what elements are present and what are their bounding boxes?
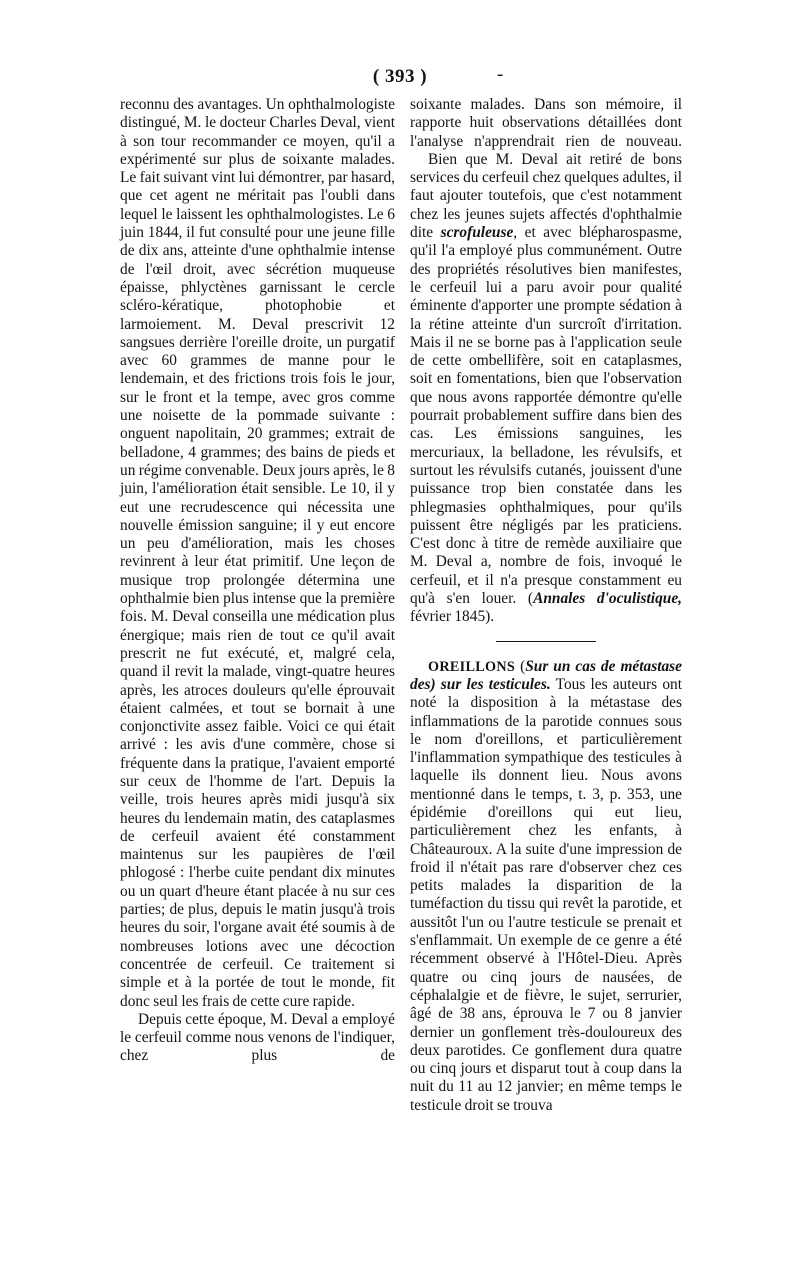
article-heading-paren: ( xyxy=(515,657,526,675)
right-paragraph-2 xyxy=(410,151,682,627)
article-heading: OREILLONS xyxy=(428,658,516,675)
oreillons-article xyxy=(410,658,682,1115)
page-header xyxy=(0,66,800,88)
page-number: ( 393 ) xyxy=(372,66,428,87)
header-dash: - xyxy=(497,64,504,85)
right-paragraph-1: soixante malades. Dans son mémoire, il rapporte huit observations détaillées dont l'analyse n'apprendrait rien de nouveau. xyxy=(410,96,682,150)
left-paragraph-1: reconnu des avantages. Un ophthalmologiste distingué, M. le docteur Charles Deval, vient à son tour recommander ce moyen, qu'il a expérimenté sur plus de soixante malades. Le fait suivant vint lui démontrer, par hasard, que cet agent ne méritait pas l'oubli dans lequel le laissent les ophthalmologistes. Le 6 juin 1844, il fut consulté pour une jeune fille de dix ans, atteinte d'une ophthalmie intense de l'œil droit, avec sécrétion muqueuse épaisse, phlyctènes garnissant le cercle scléro-kératique, photophobie et larmoiement. M. Deval prescrivit 12 sangsues derrière l'oreille droite, un purgatif avec 60 grammes de manne pour le lendemain, et des frictions trois fois le jour, sur le front et la tempe, avec gros comme une noisette de la pommade suivante : onguent napolitain, 20 grammes; extrait de belladone, 4 grammes; des bains de pieds et un régime convenable. Deux jours après, le 8 juin, l'amélioration était sensible. Le 10, il y eut une recrudescence qui nécessita une nouvelle émission sanguine; il y eut encore un peu d'amélioration, mais les choses revinrent à leur état primitif. Une leçon de musique trop prolongée détermina une ophthalmie bien plus intense que la première fois. M. Deval conseilla une médication plus énergique; mais rien de tout ce qu'il avait prescrit ne fut exécuté, et, malgré cela, quand il revit la malade, vingt-quatre heures après, les atroces douleurs qu'elle éprouvait étaient calmées, et tout se bornait à une conjonctivite assez faible. Voici ce qui était arrivé : les avis d'une commère, chose si fréquente dans la pratique, l'avaient emporté sur ceux de l'homme de l'art. Depuis la veille, trois heures après midi jusqu'à six heures du lendemain matin, des cataplasmes de cerfeuil avaient été constamment maintenus sur les paupières de l'œil phlogosé : l'herbe cuite pendant dix minutes ou un quart d'heure étant placée à nu sur ces parties; de plus, depuis le matin jusqu'à trois heures du soir, l'organe avait été soumis à de nombreuses lotions avec une décoction concentrée de cerfeuil. Ce traitement si simple et à la portée de tout le monde, fit donc seul les frais de cette cure rapide. xyxy=(120,96,395,1010)
right-paragraph-2-text: Bien que M. Deval ait retiré de bons services du cerfeuil chez quelques adultes, il faut ajouter toutefois, que c'est notamment chez les jeunes sujets affectés d'ophthalmie dite xyxy=(410,150,682,242)
source-citation: Annales d'oculistique, xyxy=(533,590,682,608)
scrofuleuse-term: scrofuleuse xyxy=(440,224,514,242)
article-body: Tous les auteurs ont noté la disposition à la métastase des inflammations de la parotide connues sous le nom d'oreillons, et particulièrement l'inflammation sympathique des testicules à laquelle ils donnent lieu. Nous avons mentionné dans le temps, t. 3, p. 353, une épidémie d'oreillons qui eut lieu, particulièrement chez les enfants, à Châteauroux. A la suite d'une impression de froid il n'était pas rare d'observer chez ces petits malades la disparition de la tuméfaction du tissu qui revêt la parotide, et aussitôt l'un ou l'autre testicule se prenait et s'enflammait. Un exemple de ce genre a été récemment observé à l'Hôtel-Dieu. Après quatre ou cinq jours de nausées, de céphalalgie et de fièvre, le sujet, serrurier, âgé de 38 ans, éprouva le 7 ou 8 janvier dernier un gonflement très-douloureux des deux parotides. Ce gonflement dura quatre ou cinq jours et disparut tout à coup dans la nuit du 11 au 12 janvier; en même temps le testicule droit se trouva xyxy=(410,675,682,1114)
left-paragraph-2: Depuis cette époque, M. Deval a employé le cerfeuil comme nous venons de l'indiquer, chez plus de xyxy=(120,1010,395,1065)
article-subtitle: Sur un cas de métastase des) sur les testicules. xyxy=(410,657,682,693)
section-separator xyxy=(496,641,596,642)
right-paragraph-2-end: février 1845). xyxy=(410,608,495,626)
right-paragraph-2-rest: , et avec blépharospasme, qu'il l'a employé plus communément. Outre des propriétés résolutives bien manifestes, le cerfeuil lui a paru avoir pour qualité éminente d'apporter une prompte sédation à la rétine atteinte d'un surcroît d'irritation. Mais il ne se borne pas à l'application seule de cette ombellifère, soit en cataplasmes, soit en fomentations, bien que l'observation que nous avons rapportée démontre qu'elle pourrait probablement suffire dans bien des cas. Les émissions sanguines, les mercuriaux, la belladone, les révulsifs, et surtout les révulsifs cutanés, jouissent d'une puissance trop bien constatée dans les phlegmasies ophthalmiques, pour qu'ils puissent être négligés par les praticiens. C'est donc à titre de remède auxiliaire que M. Deval a, nombre de fois, invoqué le cerfeuil, et il n'a presque constamment eu qu'à s'en louer. ( xyxy=(410,224,682,608)
left-column xyxy=(120,96,395,1066)
right-column xyxy=(410,96,682,1115)
